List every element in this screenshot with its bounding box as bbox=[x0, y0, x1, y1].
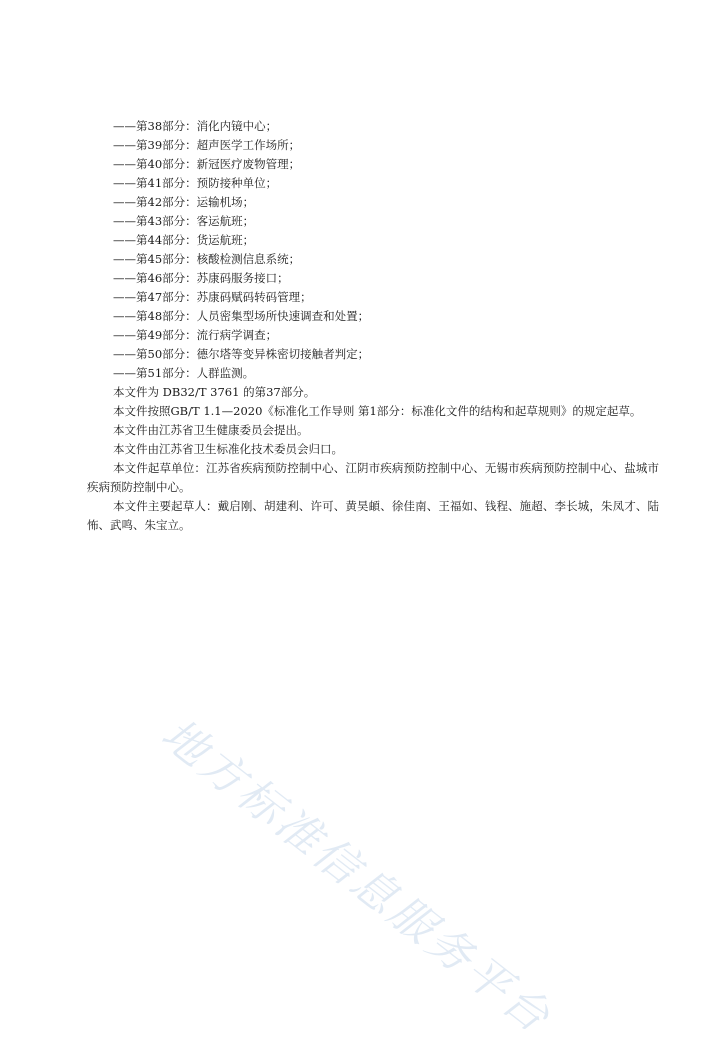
part-list-item: ——第41部分：预防接种单位； bbox=[113, 176, 278, 190]
part-list-item: ——第47部分：苏康码赋码转码管理； bbox=[113, 290, 312, 304]
foreword-body bbox=[87, 117, 659, 535]
managed-by-statement: 本文件由江苏省卫生标准化技术委员会归口。 bbox=[113, 442, 343, 456]
part-list-item: ——第42部分：运输机场； bbox=[113, 195, 255, 209]
proposed-by-statement: 本文件由江苏省卫生健康委员会提出。 bbox=[113, 423, 309, 437]
drafters-statement: 本文件主要起草人：戴启刚、胡建利、许可、黄昊頔、徐佳南、王福如、钱程、施超、李长城，朱凤才、陆怖、武鸣、朱宝立。 bbox=[87, 499, 659, 532]
part-list-item: ——第48部分：人员密集型场所快速调查和处置； bbox=[113, 309, 370, 323]
part-list-item: ——第51部分：人群监测。 bbox=[113, 366, 255, 380]
part-of-statement: 本文件为 DB32/T 3761 的第37部分。 bbox=[113, 385, 316, 399]
part-list-item: ——第44部分：货运航班； bbox=[113, 233, 255, 247]
drafting-rule-statement: 本文件按照GB/T 1.1—2020《标准化工作导则 第1部分：标准化文件的结构和起草规则》的规定起草。 bbox=[113, 404, 642, 418]
part-list-item: ——第50部分：德尔塔等变异株密切接触者判定； bbox=[113, 347, 370, 361]
part-list-item: ——第39部分：超声医学工作场所； bbox=[113, 138, 301, 152]
part-list-item: ——第45部分：核酸检测信息系统； bbox=[113, 252, 301, 266]
drafting-units-statement: 本文件起草单位：江苏省疾病预防控制中心、江阴市疾病预防控制中心、无锡市疾病预防控制中心、盐城市疾病预防控制中心。 bbox=[87, 461, 659, 494]
part-list-item: ——第43部分：客运航班； bbox=[113, 214, 255, 228]
watermark-text: 地方标准信息服务平台 bbox=[151, 708, 562, 1045]
part-list-item: ——第40部分：新冠医疗废物管理； bbox=[113, 157, 301, 171]
part-list-item: ——第46部分：苏康码服务接口； bbox=[113, 271, 289, 285]
part-list-item: ——第38部分：消化内镜中心； bbox=[113, 119, 278, 133]
part-list-item: ——第49部分：流行病学调查； bbox=[113, 328, 278, 342]
